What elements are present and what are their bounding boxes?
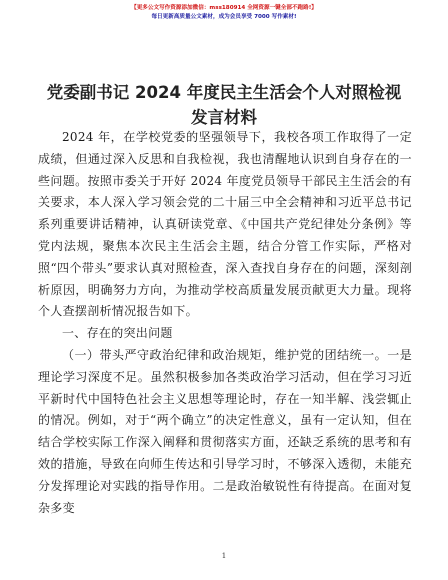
document-title (30, 80, 418, 130)
promo-banner-line2: 每日更新高质量公文素材，成为会员享受 7000 写作素材! (151, 14, 297, 20)
intro-paragraph: 2024 年，在学校党委的坚强领导下，我校各项工作取得了一定成绩，但通过深入反思和自我检视，我也清醒地认识到自身存在的一些问题。按照市委关于开好 2024 年度党员领导干部民主生活会的有关要求，本人深入学习领会党的二十届三中全会精神和习近平总书记系列重要讲话精神，认真研读党章、《中国共产党纪律处分条例》等党内法规，聚焦本次民主生活会主题，结合分管工作实际，严格对照“四个带头”要求认真对照检查，深入查找自身存在的问题，深刻剖析原因，明确努力方向，为推动学校高质量发展贡献更大力量。现将个人查摆剖析情况报告如下。 (38, 130, 412, 319)
page-number: 1 (221, 552, 227, 560)
document-title-line1: 党委副书记 2024 年度民主生活会个人对照检视 (46, 83, 402, 102)
document-body (38, 127, 412, 519)
promo-banner-line1: 【更多公文写作资源添加微信：mss180914 全网资源一键全部不跑路!】 (131, 5, 317, 11)
item-paragraph: （一）带头严守政治纪律和政治规矩，维护党的团结统一。一是理论学习深度不足。虽然积极参加各类政治学习活动，但在学习习近平新时代中国特色社会主义思想等理论时，存在一知半解、浅尝辄止的情况。例如，对于“两个确立”的决定性意义，虽有一定认知，但在结合学校实际工作深入阐释和贯彻落实方面，还缺乏系统的思考和有效的措施，导致在向师生传达和引导学习时，不够深入透彻，未能充分发挥理论对实践的指导作用。二是政治敏锐性有待提高。在面对复杂多变 (38, 347, 412, 515)
document-title-line2: 发言材料 (191, 108, 257, 127)
promo-banner (0, 4, 448, 22)
section-heading: 一、存在的突出问题 (62, 326, 173, 341)
